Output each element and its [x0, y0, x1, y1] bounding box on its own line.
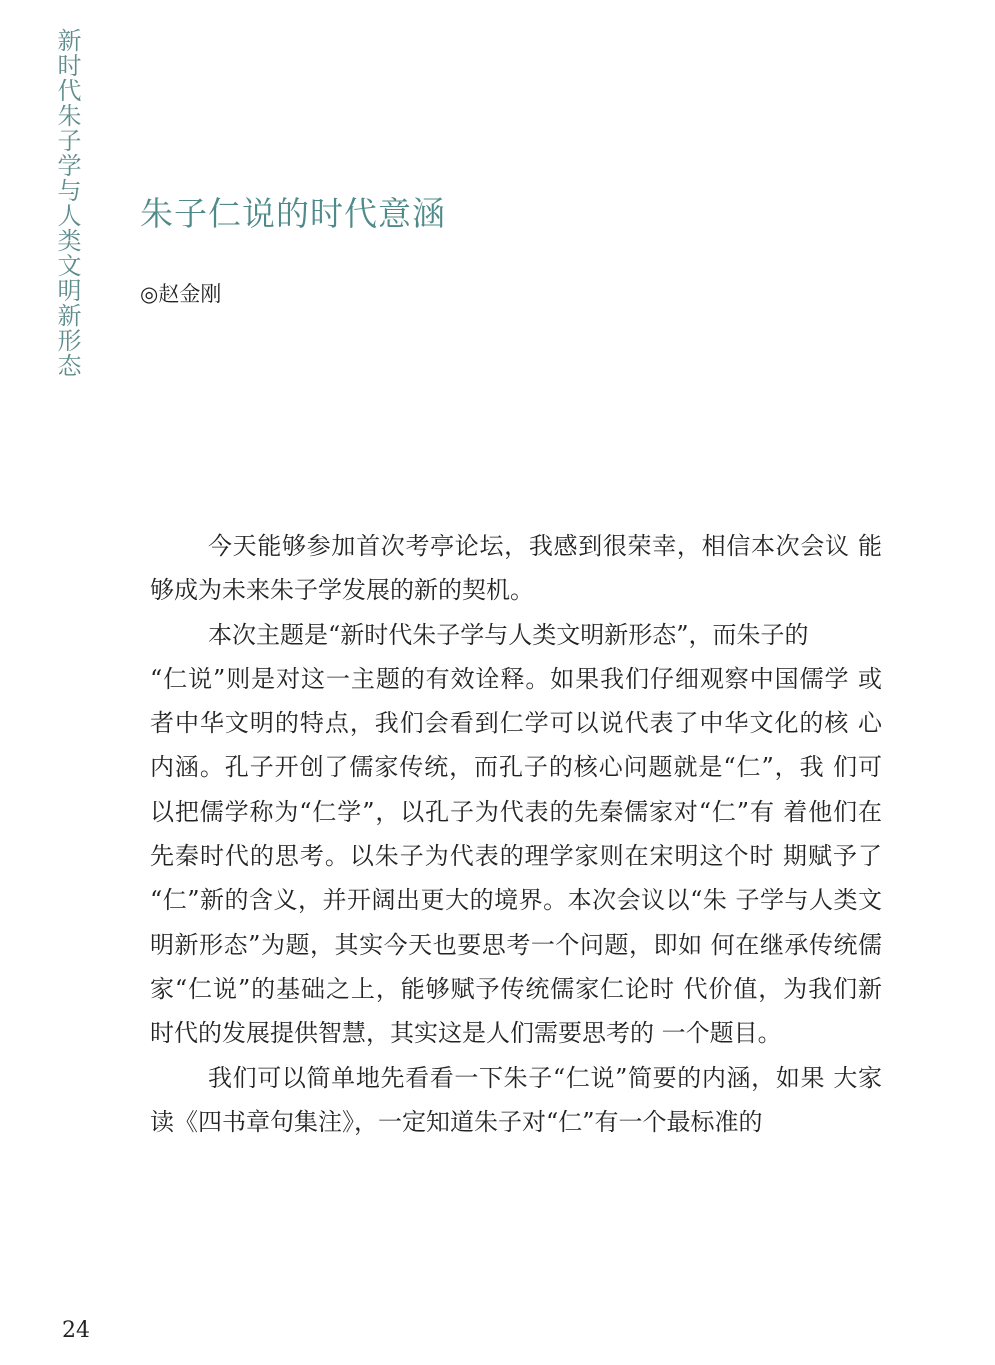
body-line: 读《四书章句集注》，一定知道朱子对“仁”有一个最标准的: [150, 1107, 763, 1136]
paragraph: [150, 613, 882, 1056]
paragraph: [150, 524, 882, 613]
page-number: 24: [62, 1318, 90, 1343]
body-line: 家“仁说”的基础之上，能够赋予传统儒家仁论时 代价值，为我们新: [150, 974, 882, 1003]
running-head: 新时代朱子学与人类文明新形态: [53, 28, 81, 378]
body-line: 我们可以简单地先看看一下朱子“仁说”简要的内涵，如果 大家: [208, 1063, 882, 1092]
body-line: 先秦时代的思考。以朱子为代表的理学家则在宋明这个时 期赋予了: [150, 842, 882, 871]
body-line: 够成为未来朱子学发展的新的契机。: [150, 576, 534, 605]
body-line: 今天能够参加首次考亭论坛，我感到很荣幸，相信本次会议 能: [208, 532, 882, 560]
body-line: 者中华文明的特点，我们会看到仁学可以说代表了中华文化的核 心: [150, 709, 882, 738]
body-line: 时代的发展提供智慧，其实这是人们需要思考的 一个题目。: [150, 1019, 782, 1048]
paragraph: [150, 1056, 882, 1145]
body-line: 本次主题是“新时代朱子学与人类文明新形态”，而朱子的: [208, 620, 809, 649]
body-line: 以把儒学称为“仁学”，以孔子为代表的先秦儒家对“仁”有 着他们在: [150, 797, 882, 826]
body-line: 内涵。孔子开创了儒家传统，而孔子的核心问题就是“仁”，我 们可: [150, 753, 882, 782]
article-title: 朱子仁说的时代意涵: [140, 194, 446, 233]
body-line: “仁说”则是对这一主题的有效诠释。如果我们仔细观察中国儒学 或: [150, 664, 882, 693]
article-body: [150, 524, 882, 1144]
body-line: “仁”新的含义，并开阔出更大的境界。本次会议以“朱 子学与人类文: [150, 886, 882, 915]
author-line: ◎赵金刚: [140, 282, 222, 306]
body-line: 明新形态”为题，其实今天也要思考一个问题，即如 何在继承传统儒: [150, 930, 882, 959]
